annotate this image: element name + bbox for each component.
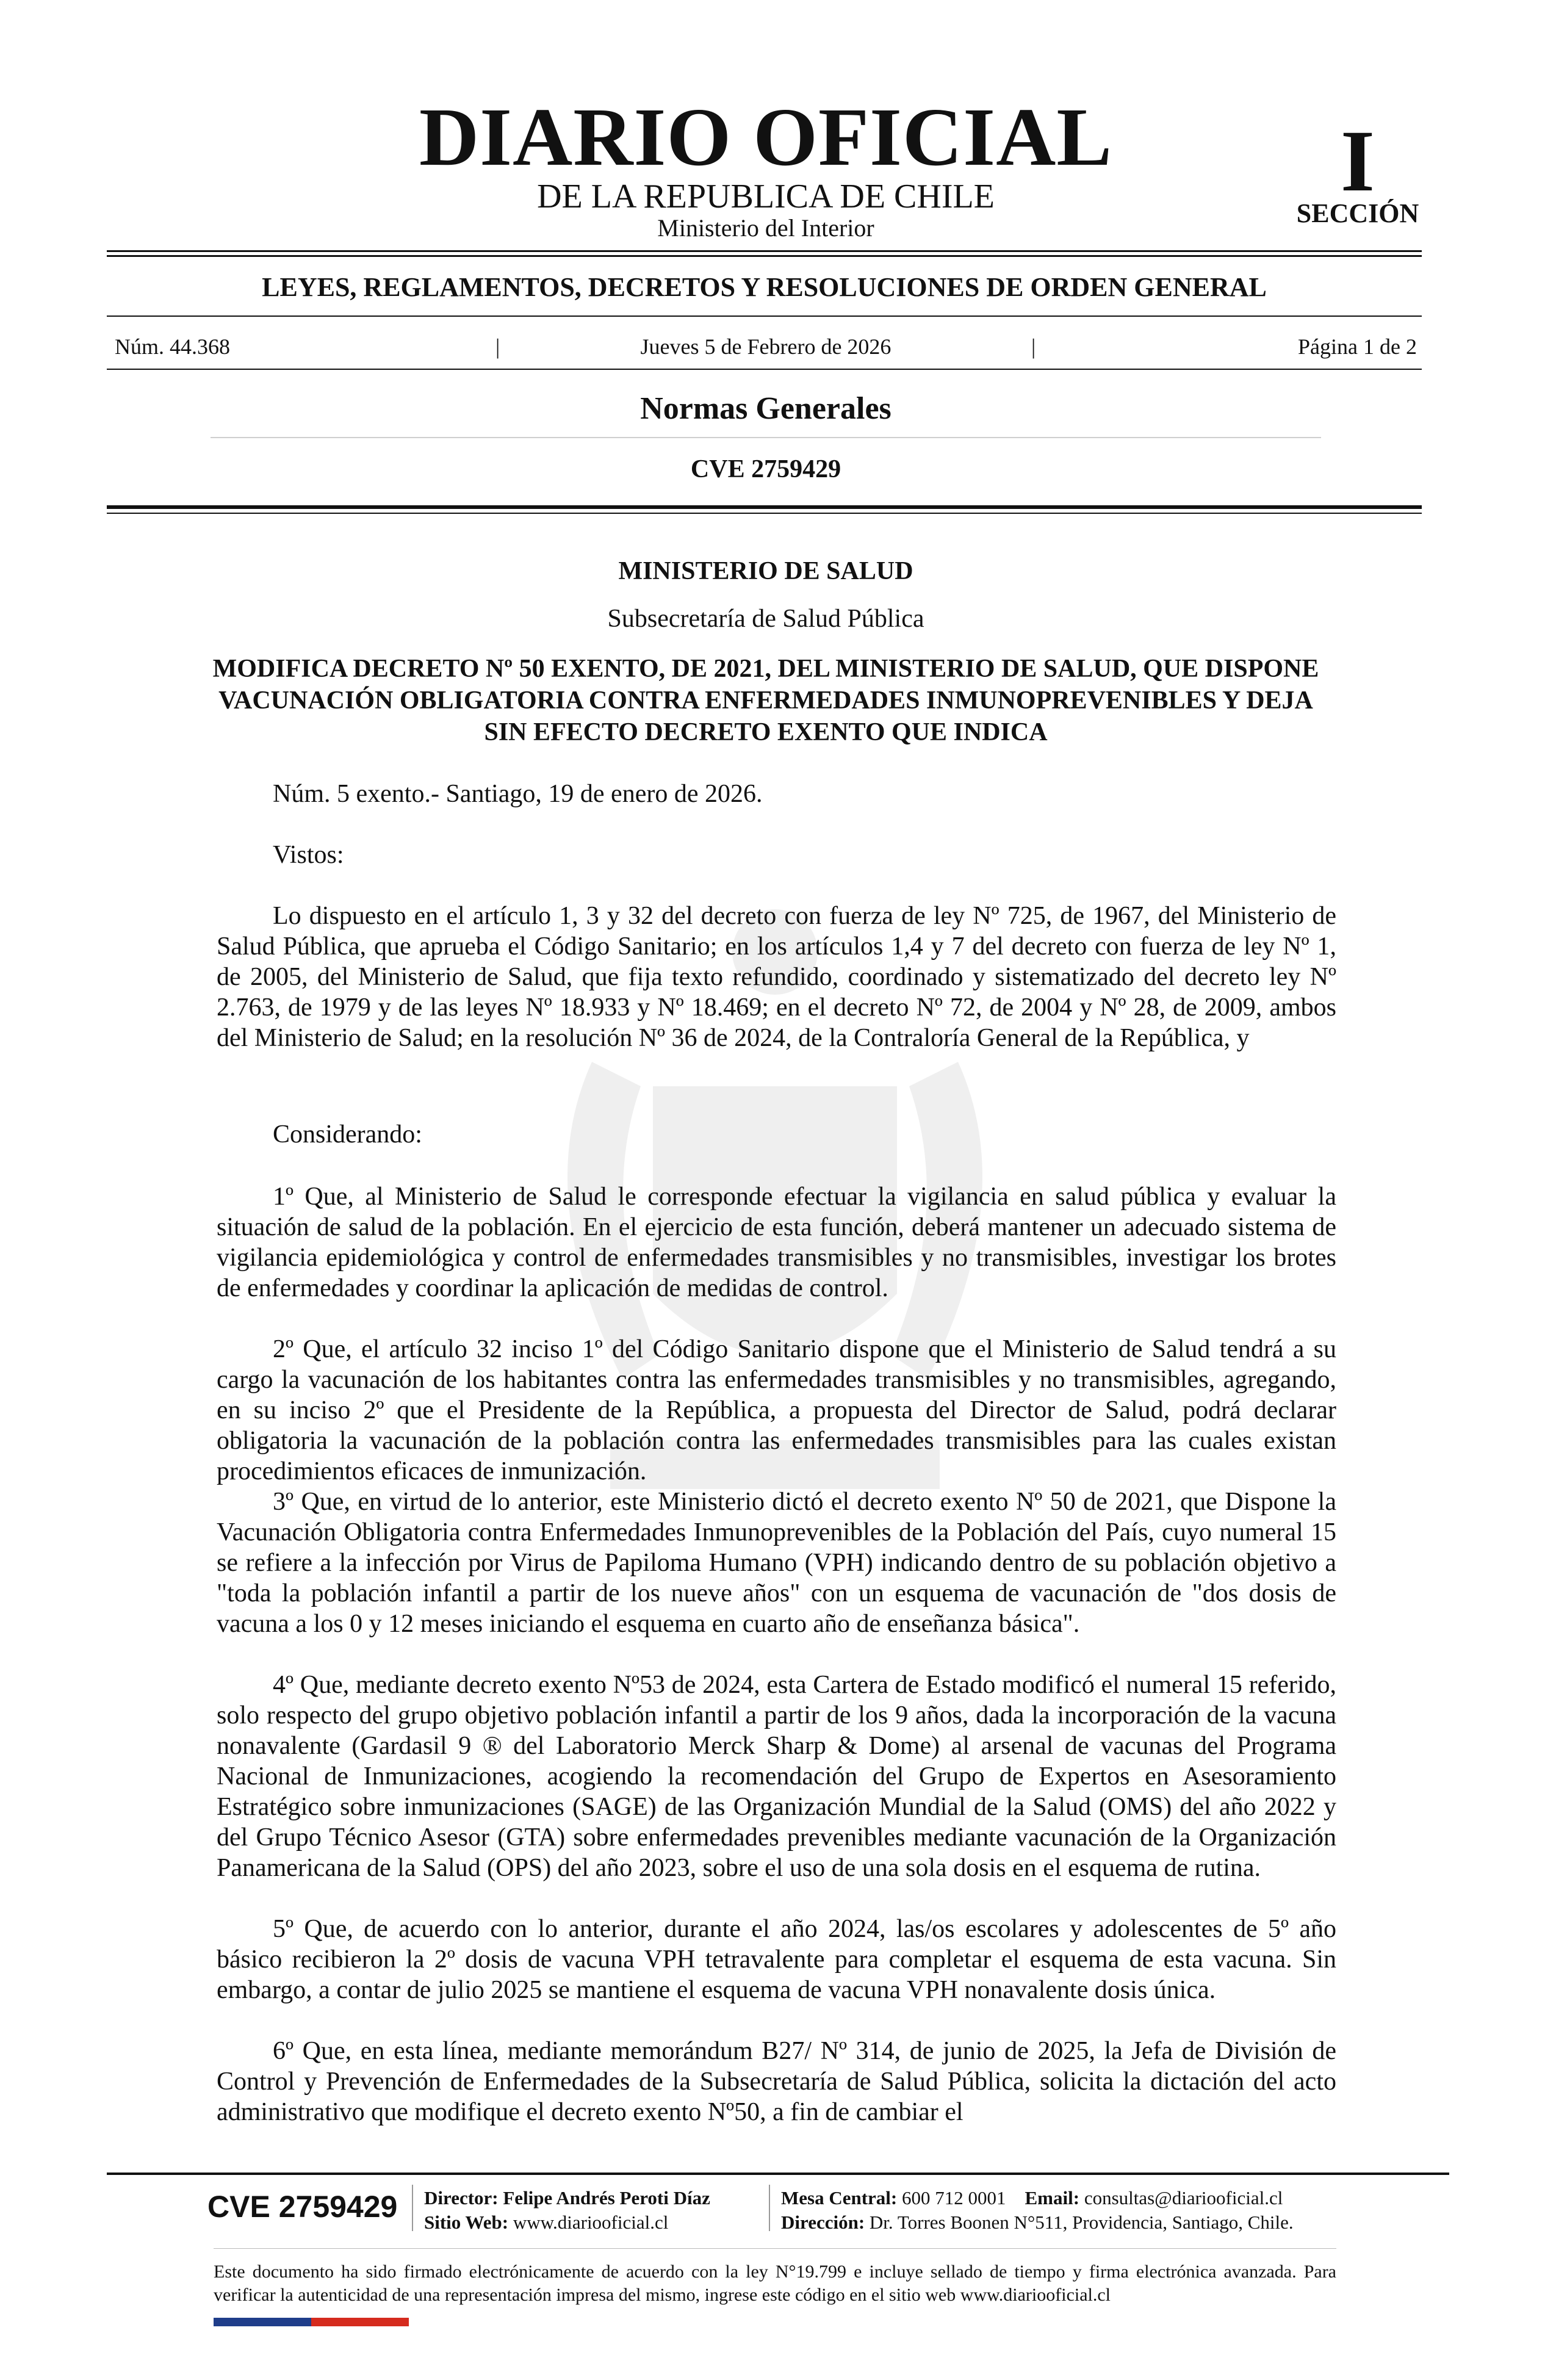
section-underline xyxy=(211,437,1321,438)
decree-number-line: Núm. 5 exento.- Santiago, 19 de enero de 2026. xyxy=(273,780,763,808)
masthead-divider xyxy=(107,255,1422,257)
page-indicator: Página 1 de 2 xyxy=(1298,334,1417,359)
footer-rule xyxy=(107,2173,1449,2175)
email-label: Email: xyxy=(1025,2187,1080,2209)
footer-contact xyxy=(781,2187,1283,2209)
infobar-divider xyxy=(107,369,1422,370)
banner-heading: LEYES, REGLAMENTOS, DECRETOS Y RESOLUCIONES DE ORDEN GENERAL xyxy=(262,272,1267,302)
header-bottom-rule xyxy=(107,505,1422,509)
considerando-paragraph: 1º Que, al Ministerio de Salud le corresponde efectuar la vigilancia en salud pública y evaluar la situación de salud de la población. En el ejercicio de esta función, deberá mantener un adecuado sistema de vigilancia epidemiológica y control de enfermedades transmisibles y no transmisibles, investigar los brotes de enfermedades y coordinar la aplicación de medidas de control. xyxy=(217,1183,1336,1302)
director-name: Felipe Andrés Peroti Díaz xyxy=(503,2187,710,2209)
masthead-title: DIARIO OFICIAL xyxy=(419,92,1113,183)
footer-separator xyxy=(412,2185,413,2231)
site-label: Sitio Web: xyxy=(424,2212,509,2233)
header-bottom-rule xyxy=(107,513,1422,514)
considerando-paragraph: 2º Que, el artículo 32 inciso 1º del Código Sanitario dispone que el Ministerio de Salud tendrá a su cargo la vacunación de los habitantes contra las enfermedades transmisibles y no transmisibles, agregando, en su inciso 2º que el Presidente de la República, a propuesta del Director de Salud, podrá declarar obligatoria la vacunación de la población contra las enfermedades transmisibles para las cuales existan procedimientos eficaces de inmunización. xyxy=(217,1335,1336,1485)
issue-number: Núm. 44.368 xyxy=(115,334,230,359)
footer-separator xyxy=(769,2185,770,2231)
footer-cve-code: CVE 2759429 xyxy=(207,2190,398,2224)
footer-site xyxy=(424,2212,668,2234)
address-text: Dr. Torres Boonen N°511, Providencia, Santiago, Chile. xyxy=(869,2212,1294,2233)
considerando-paragraph: 6º Que, en esta línea, mediante memorándum B27/ Nº 314, de junio de 2025, la Jefa de División de Control y Prevención de Enfermedades de la Subsecretaría de Salud Pública, solicita la dictación del acto administrativo que modifique el decreto exento Nº50, a fin de cambiar el xyxy=(217,2037,1336,2126)
section-heading: Normas Generales xyxy=(640,391,891,426)
masthead-divider xyxy=(107,250,1422,252)
masthead-ministry: Ministerio del Interior xyxy=(657,214,874,242)
masthead-subtitle: DE LA REPUBLICA DE CHILE xyxy=(537,178,995,215)
ministry-heading: MINISTERIO DE SALUD xyxy=(618,557,913,585)
flag-stripe-blue xyxy=(214,2318,311,2326)
considerando-paragraph: 3º Que, en virtud de lo anterior, este Ministerio dictó el decreto exento Nº 50 de 2021, que Dispone la Vacunación Obligatoria contra Enfermedades Inmunoprevenibles de la Población del País, cuyo numeral 15 se refiere a la infección por Virus de Papiloma Humano (VPH) indicando dentro de su población objetivo a "toda la población infantil a partir de los nueve años" con un esquema de vacunación de "dos dosis de vacuna a los 0 y 12 meses iniciando el esquema en cuarto año de enseñanza básica". xyxy=(217,1488,1336,1638)
footer-address xyxy=(781,2212,1294,2234)
banner-divider xyxy=(107,316,1422,317)
central-number: 600 712 0001 xyxy=(902,2187,1006,2209)
section-number: I xyxy=(1340,113,1375,210)
considerando-paragraph: 5º Que, de acuerdo con lo anterior, durante el año 2024, las/os escolares y adolescentes de 5º año básico recibieron la 2º dosis de vacuna VPH tetravalente para completar el esquema de esta vacuna. Sin embargo, a contar de julio 2025 se mantiene el esquema de vacuna VPH nonavalente dosis única. xyxy=(217,1915,1336,2004)
subsecretaria-heading: Subsecretaría de Salud Pública xyxy=(607,605,924,633)
central-label: Mesa Central: xyxy=(781,2187,898,2209)
director-label: Director: xyxy=(424,2187,499,2209)
considerando-label: Considerando: xyxy=(273,1120,422,1149)
email-link[interactable]: consultas@diariooficial.cl xyxy=(1084,2187,1283,2209)
section-label: SECCIÓN xyxy=(1296,198,1419,228)
address-label: Dirección: xyxy=(781,2212,865,2233)
infobar-separator: | xyxy=(1031,334,1036,359)
vistos-label: Vistos: xyxy=(273,841,344,869)
infobar-separator: | xyxy=(495,334,500,359)
footer-thin-rule xyxy=(214,2248,1336,2249)
cve-code: CVE 2759429 xyxy=(690,455,841,483)
decree-title: MODIFICA DECRETO Nº 50 EXENTO, DE 2021, DEL MINISTERIO DE SALUD, QUE DISPONE VACUNACIÓN OBLIGATORIA CONTRA ENFERMEDADES INMUNOPREVENIBLES Y DEJA SIN EFECTO DECRETO EXENTO QUE INDICA xyxy=(212,655,1319,746)
footer-director xyxy=(424,2187,710,2209)
considerando-paragraph: 4º Que, mediante decreto exento Nº53 de 2024, esta Cartera de Estado modificó el numeral 15 referido, solo respecto del grupo objetivo población infantil a partir de los 9 años, dada la incorporación de la vacuna nonavalente (Gardasil 9 ® del Laboratorio Merck Sharp & Dome) al arsenal de vacunas del Programa Nacional de Inmunizaciones, acogiendo la recomendación del Grupo de Expertos en Asesoramiento Estratégico sobre inmunizaciones (SAGE) de las Organización Mundial de la Salud (OMS) del año 2022 y del Grupo Técnico Asesor (GTA) sobre enfermedades prevenibles mediante vacunación de la Organización Panamericana de la Salud (OPS) del año 2023, sobre el uso de una sola dosis en el esquema de rutina. xyxy=(217,1671,1336,1882)
site-link[interactable]: www.diariooficial.cl xyxy=(513,2212,669,2233)
flag-stripe-red xyxy=(311,2318,409,2326)
legal-notice: Este documento ha sido firmado electrónicamente de acuerdo con la ley N°19.799 e incluye sellado de tiempo y firma electrónica avanzada. Para verificar la autenticidad de una representación impresa del mismo, ingrese este código en el sitio web www.diariooficial.cl xyxy=(214,2262,1336,2305)
issue-date: Jueves 5 de Febrero de 2026 xyxy=(640,334,891,359)
vistos-paragraph: Lo dispuesto en el artículo 1, 3 y 32 del decreto con fuerza de ley Nº 725, de 1967, del Ministerio de Salud Pública, que aprueba el Código Sanitario; en los artículos 1,4 y 7 del decreto con fuerza de ley Nº 1, de 2005, del Ministerio de Salud, que fija texto refundido, coordinado y sistematizado del decreto ley Nº 2.763, de 1979 y de las leyes Nº 18.933 y Nº 18.469; en el decreto Nº 72, de 2004 y Nº 28, de 2009, ambos del Ministerio de Salud; en la resolución Nº 36 de 2024, de la Contraloría General de la República, y xyxy=(217,902,1336,1052)
